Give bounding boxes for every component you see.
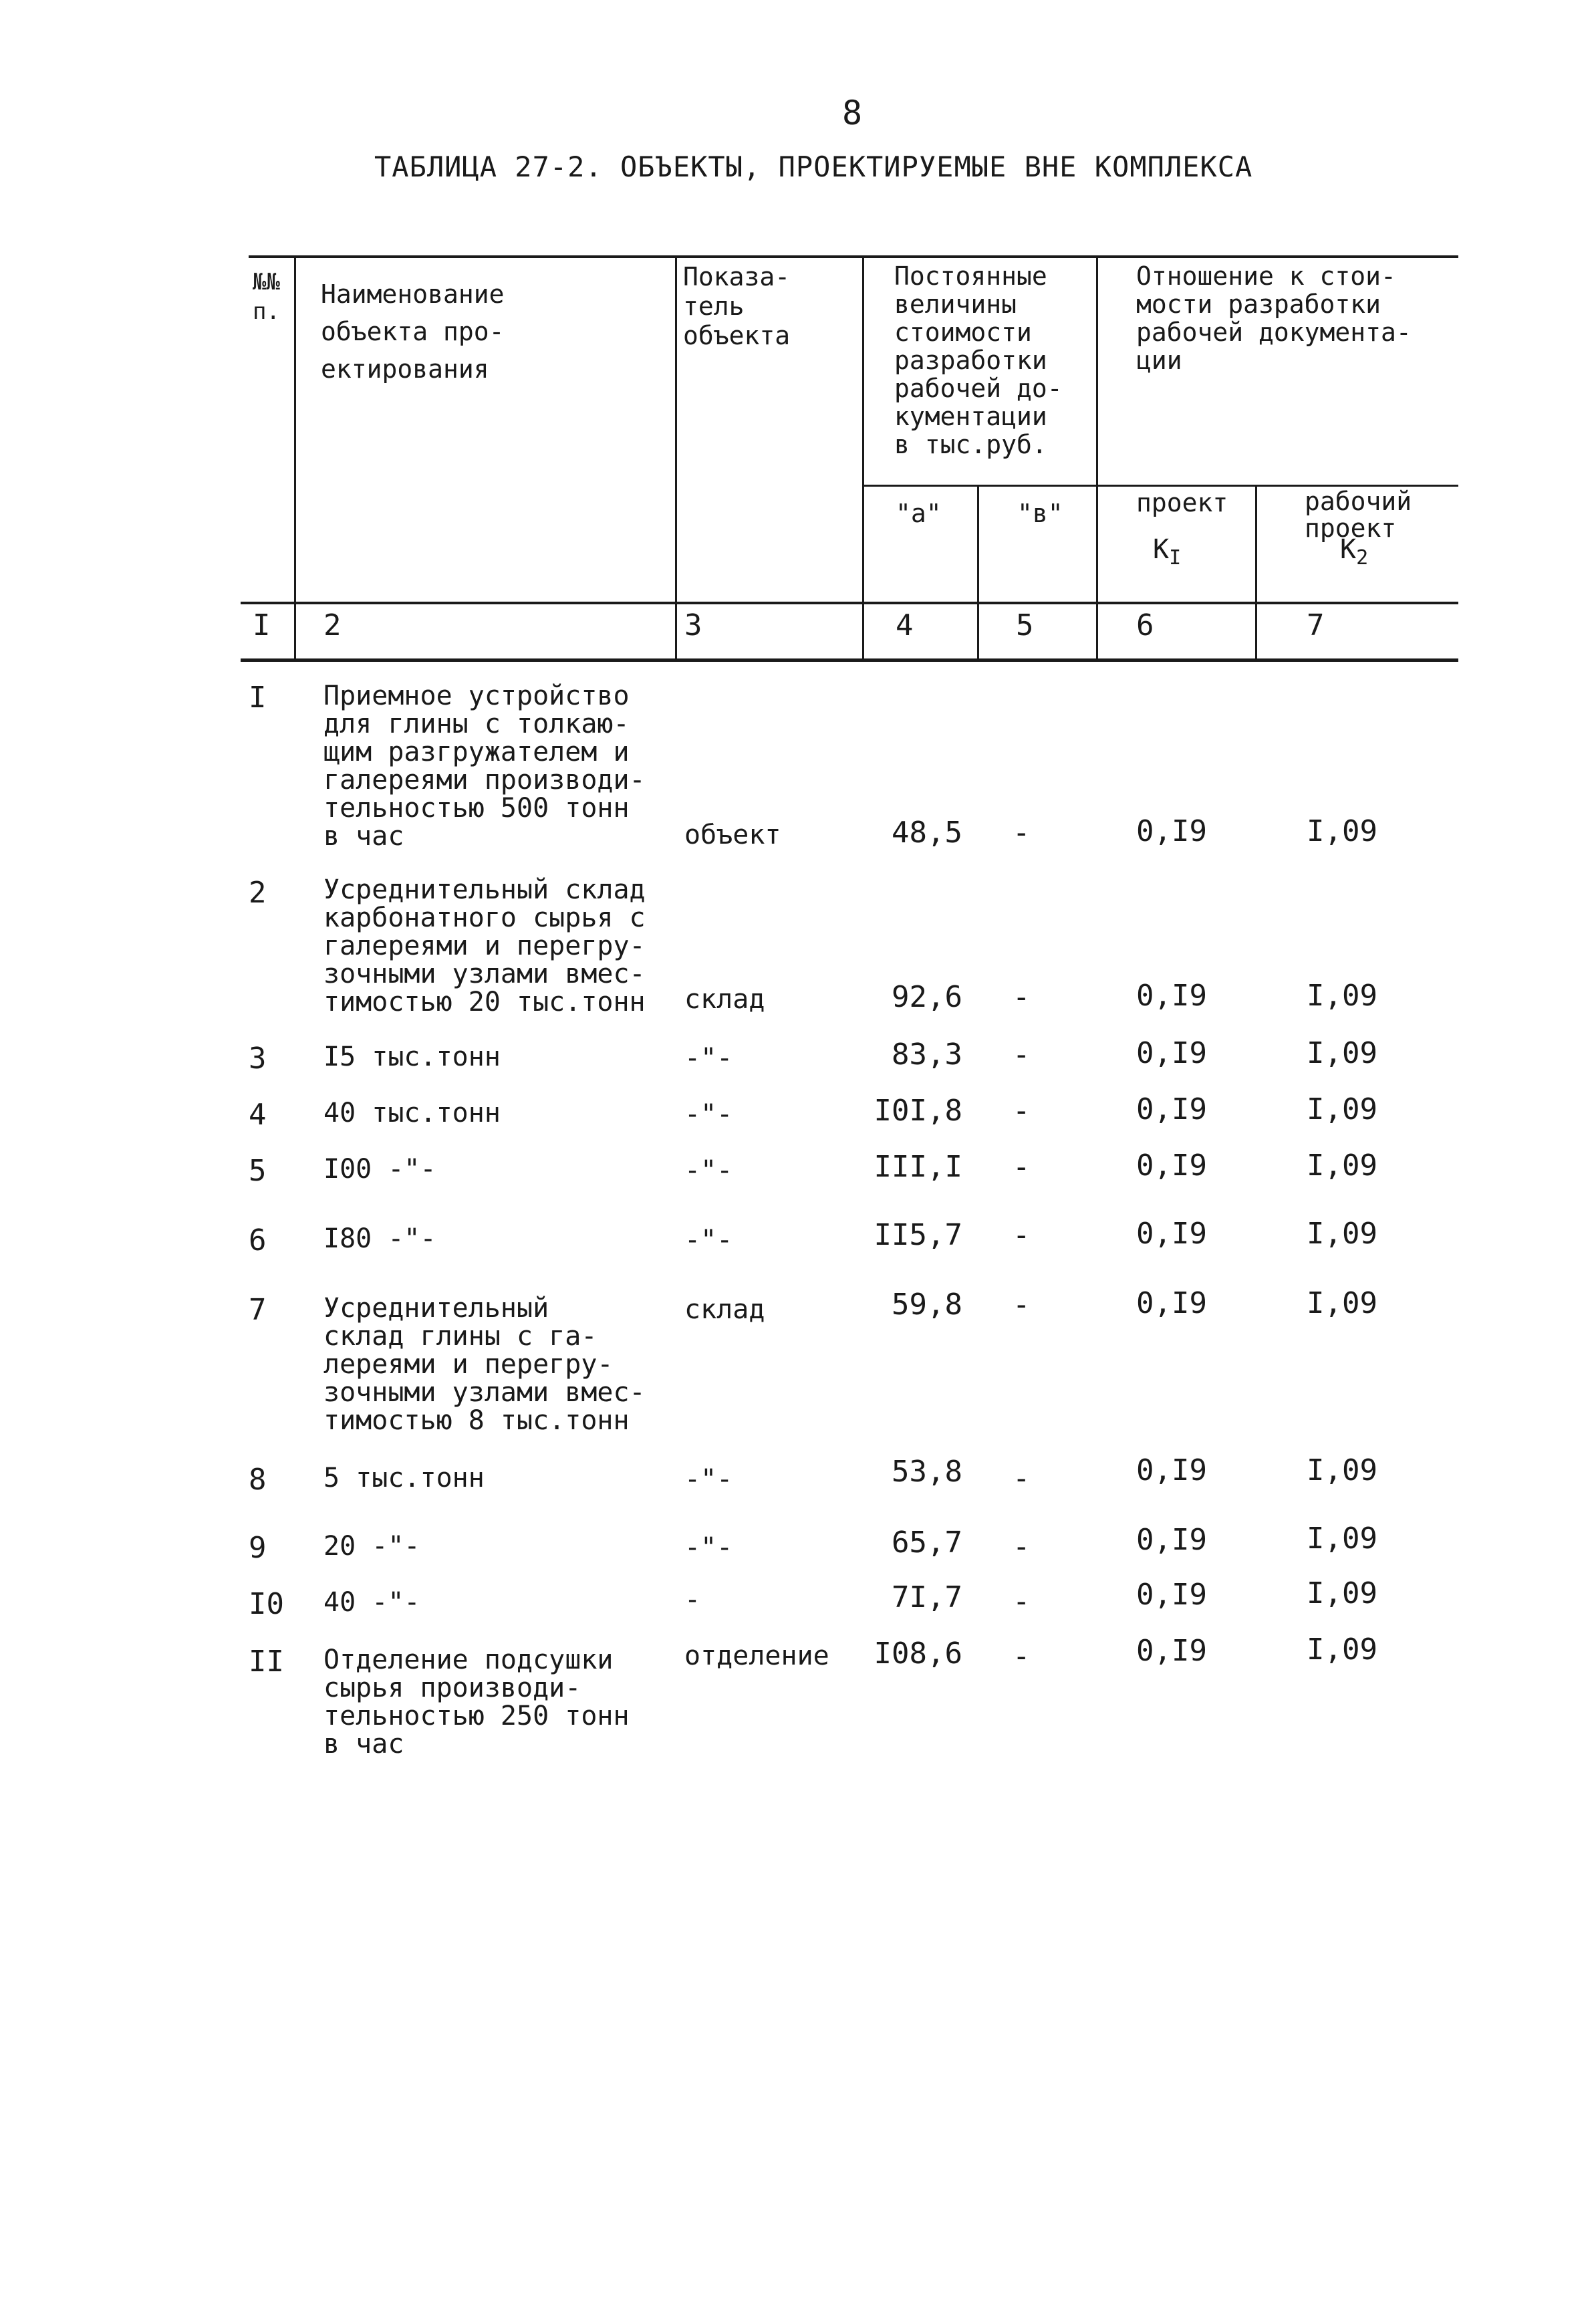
ratio-k2: I,09	[1307, 1286, 1377, 1320]
object-indicator: -"-	[684, 1155, 733, 1186]
object-name: 5 тыс.тонн	[323, 1463, 485, 1493]
constant-b: -	[1013, 1288, 1031, 1322]
constant-b: -	[1013, 816, 1031, 850]
column-number: 7	[1307, 608, 1325, 642]
col-divider-5	[1096, 257, 1098, 660]
ratio-k2: I,09	[1307, 1148, 1377, 1183]
constant-b: -	[1013, 980, 1031, 1014]
row-number: 5	[249, 1154, 267, 1188]
ratio-k1: 0,I9	[1136, 1148, 1207, 1183]
row-number: I0	[249, 1587, 284, 1621]
col-divider-6	[1255, 485, 1257, 660]
constant-a: 65,7	[892, 1526, 962, 1560]
ratio-k2: I,09	[1307, 1522, 1377, 1556]
object-name: Приемное устройство для глины с толкаю- щим разгружателем и галереями производи- тельностью 500 тонн в час	[323, 681, 646, 852]
column-number: 2	[323, 608, 342, 642]
column-number: I	[253, 608, 271, 642]
header-col-ratio: Отношение к стои- мости разработки рабочей документа- ции	[1136, 261, 1412, 375]
constant-b: -	[1013, 1150, 1031, 1184]
ratio-k2: I,09	[1307, 979, 1377, 1013]
object-indicator: -"-	[684, 1099, 733, 1130]
constant-b: -	[1013, 1584, 1031, 1618]
header-col-a: "а"	[896, 499, 942, 528]
row-number: 2	[249, 876, 267, 910]
ratio-k1: 0,I9	[1136, 814, 1207, 848]
column-numbers-bottom-rule	[241, 658, 1458, 662]
col-divider-2	[675, 257, 677, 660]
ratio-k2: I,09	[1307, 1576, 1377, 1610]
constant-b: -	[1013, 1639, 1031, 1673]
object-name: Усреднительный склад карбонатного сырья с галереями и перегру- зочными узлами вмес- тимостью 20 тыс.тонн	[323, 874, 646, 1017]
constant-a: 7I,7	[892, 1580, 962, 1614]
ratio-k1: 0,I9	[1136, 1036, 1207, 1070]
row-number: 6	[249, 1223, 267, 1257]
constant-b: -	[1013, 1094, 1031, 1128]
ratio-k2: I,09	[1307, 814, 1377, 848]
header-col-name: Наименование объекта про- ектирования	[321, 279, 505, 384]
column-number: 6	[1136, 608, 1154, 642]
constant-a: 48,5	[892, 816, 962, 850]
column-number: 5	[1016, 608, 1034, 642]
object-indicator: -"-	[684, 1464, 733, 1495]
constant-a: 53,8	[892, 1455, 962, 1489]
constant-a: 83,3	[892, 1038, 962, 1072]
object-name: I80 -"-	[323, 1223, 436, 1254]
object-name: I00 -"-	[323, 1154, 436, 1185]
constant-a: II5,7	[874, 1218, 962, 1252]
object-name: I5 тыс.тонн	[323, 1042, 501, 1072]
table-title: ТАБЛИЦА 27-2. ОБЪЕКТЫ, ПРОЕКТИРУЕМЫЕ ВНЕ КОМПЛЕКСА	[374, 150, 1253, 183]
constant-a: I0I,8	[874, 1094, 962, 1128]
object-name: 40 -"-	[323, 1587, 420, 1618]
object-indicator: объект	[684, 820, 781, 850]
header-col-constants: Постоянные величины стоимости разработки рабочей до- кументации в тыс.руб.	[894, 261, 1063, 459]
ratio-k1: 0,I9	[1136, 1217, 1207, 1251]
ratio-k2: I,09	[1307, 1092, 1377, 1126]
ratio-k1: 0,I9	[1136, 1578, 1207, 1612]
object-name: 40 тыс.тонн	[323, 1098, 501, 1128]
header-k2: $К_2$	[1340, 534, 1369, 570]
row-number: II	[249, 1645, 284, 1679]
header-col-b: "в"	[1017, 499, 1063, 528]
object-name: 20 -"-	[323, 1531, 420, 1562]
object-name: Отделение подсушки сырья производи- тельностью 250 тонн в час	[323, 1645, 630, 1760]
header-bottom-rule	[241, 602, 1458, 604]
object-indicator: -"-	[684, 1532, 733, 1563]
object-indicator: склад	[684, 984, 765, 1015]
constant-a: 92,6	[892, 980, 962, 1014]
ratio-k1: 0,I9	[1136, 1523, 1207, 1557]
ratio-k2: I,09	[1307, 1036, 1377, 1070]
col-divider-4	[977, 485, 979, 660]
column-number: 3	[684, 608, 702, 642]
object-indicator: отделение	[684, 1641, 829, 1671]
column-number: 4	[896, 608, 914, 642]
ratio-k2: I,09	[1307, 1217, 1377, 1251]
constant-b: -	[1013, 1038, 1031, 1072]
object-name: Усреднительный склад глины с га- лереями и перегру- зочными узлами вмес- тимостью 8 тыс.тонн	[323, 1293, 646, 1436]
header-col-project: проект	[1136, 488, 1228, 517]
row-number: 7	[249, 1293, 267, 1327]
header-col-working-project: рабочий проект	[1305, 487, 1412, 543]
header-col-indicator: Показа- тель объекта	[683, 262, 791, 350]
row-number: 3	[249, 1042, 267, 1076]
row-number: I	[249, 681, 267, 715]
ratio-k1: 0,I9	[1136, 1453, 1207, 1487]
object-indicator: склад	[684, 1294, 765, 1325]
col-divider-1	[294, 257, 296, 660]
constant-b: -	[1013, 1218, 1031, 1252]
header-col-number: №№ п.	[253, 269, 280, 325]
constant-a: 59,8	[892, 1288, 962, 1322]
page-number: 8	[842, 94, 863, 132]
row-number: 9	[249, 1531, 267, 1565]
row-number: 8	[249, 1463, 267, 1497]
constant-a: I08,6	[874, 1637, 962, 1671]
constant-b: -	[1013, 1530, 1031, 1564]
ratio-k1: 0,I9	[1136, 979, 1207, 1013]
object-indicator: -"-	[684, 1225, 733, 1255]
ratio-k1: 0,I9	[1136, 1092, 1207, 1126]
table-top-rule	[249, 255, 1458, 258]
object-indicator: -	[684, 1584, 701, 1615]
constant-b: -	[1013, 1461, 1031, 1495]
object-indicator: -"-	[684, 1043, 733, 1074]
ratio-k2: I,09	[1307, 1453, 1377, 1487]
constant-a: III,I	[874, 1150, 962, 1184]
ratio-k1: 0,I9	[1136, 1286, 1207, 1320]
header-k1: $К_I$	[1153, 534, 1182, 570]
ratio-k2: I,09	[1307, 1632, 1377, 1667]
ratio-k1: 0,I9	[1136, 1634, 1207, 1668]
col-divider-3	[862, 257, 864, 660]
row-number: 4	[249, 1098, 267, 1132]
